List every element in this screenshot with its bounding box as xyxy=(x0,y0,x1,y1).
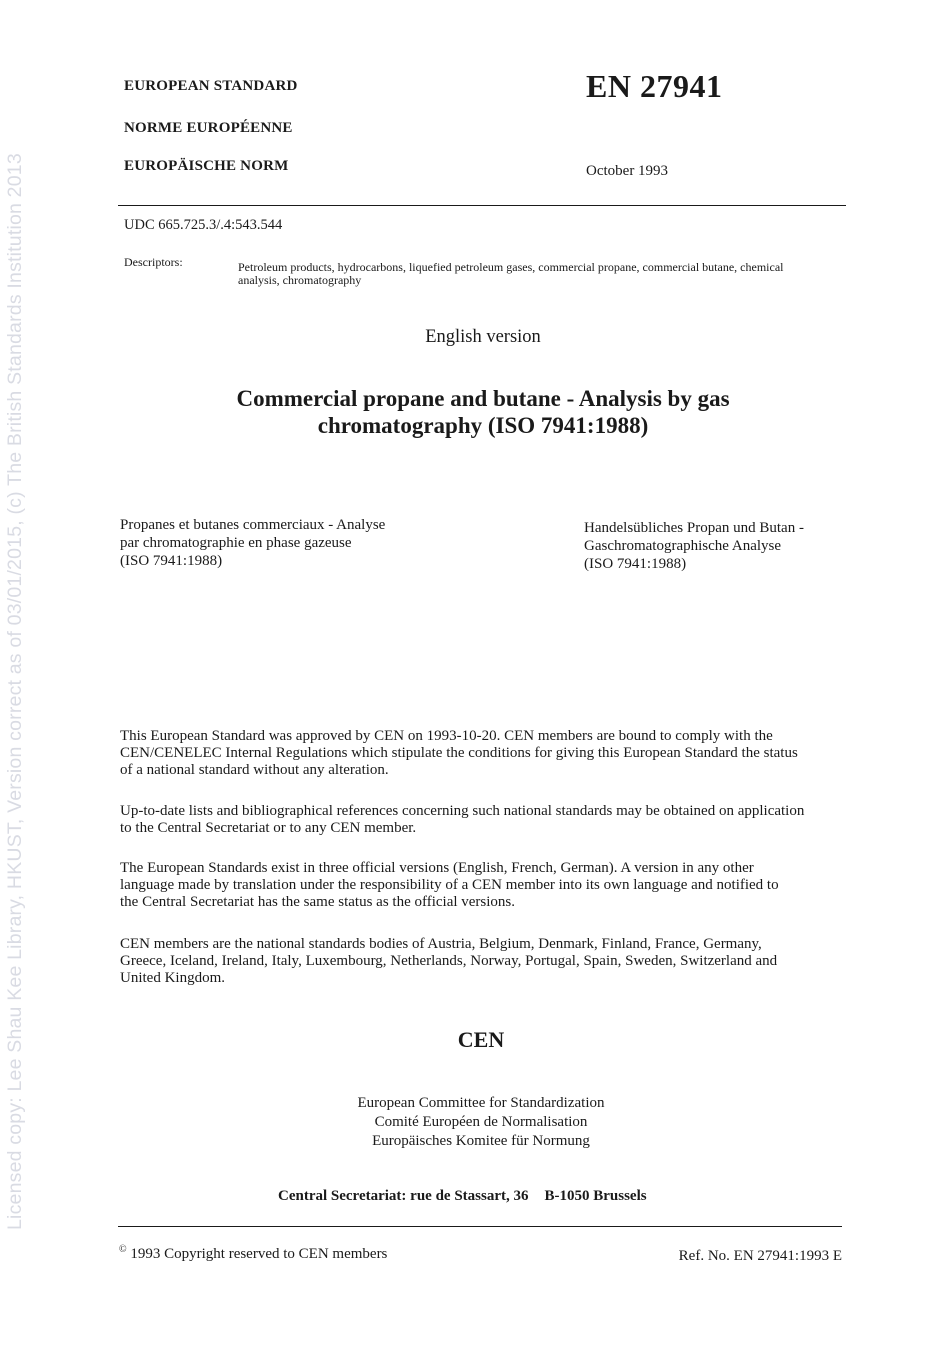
paragraph-line: The European Standards exist in three official versions (English, French, German). A version in any other xyxy=(120,860,754,876)
references-paragraph xyxy=(120,803,844,837)
label-europaische-norm: EUROPÄISCHE NORM xyxy=(124,158,289,174)
copyright-symbol: © xyxy=(119,1244,127,1255)
paragraph-line: to the Central Secretariat or to any CEN member. xyxy=(120,820,417,836)
footer-rule xyxy=(118,1226,842,1227)
paragraph-line: the Central Secretariat has the same status as the official versions. xyxy=(120,894,516,910)
cen-full-names xyxy=(0,1094,950,1151)
central-secretariat xyxy=(278,1188,647,1205)
versions-paragraph xyxy=(120,860,844,911)
copyright-text: 1993 Copyright reserved to CEN members xyxy=(130,1246,388,1262)
cen-name-line: European Committee for Standardization xyxy=(357,1095,605,1111)
title-german-line: Gaschromatographische Analyse xyxy=(584,538,782,554)
approval-paragraph xyxy=(120,728,844,779)
descriptors-text xyxy=(238,261,848,287)
copyright-notice xyxy=(119,1244,387,1263)
title-german-line: (ISO 7941:1988) xyxy=(584,556,687,572)
cen-name-line: Comité Européen de Normalisation xyxy=(374,1114,588,1130)
paragraph-line: CEN/CENELEC Internal Regulations which stipulate the conditions for giving this European Standard the status xyxy=(120,745,798,761)
paragraph-line: CEN members are the national standards bodies of Austria, Belgium, Denmark, Finland, France, Germany, xyxy=(120,936,762,952)
title-line: chromatography (ISO 7941:1988) xyxy=(317,413,649,438)
descriptors-line: analysis, chromatography xyxy=(238,273,362,287)
paragraph-line: of a national standard without any alteration. xyxy=(120,762,389,778)
paragraph-line: Up-to-date lists and bibliographical references concerning such national standards may be obtained on application xyxy=(120,803,805,819)
title-line: Commercial propane and butane - Analysis by gas xyxy=(236,386,730,411)
title-french-line: par chromatographie en phase gazeuse xyxy=(120,535,352,551)
members-paragraph xyxy=(120,936,844,987)
license-watermark: Licensed copy: Lee Shau Kee Library, HKUST, Version correct as of 03/01/2015, (c) The British Standards Institution 2013 xyxy=(4,153,26,1230)
udc-code: UDC 665.725.3/.4:543.544 xyxy=(124,217,283,233)
paragraph-line: language made by translation under the responsibility of a CEN member into its own language and notified to xyxy=(120,877,779,893)
title-french-line: (ISO 7941:1988) xyxy=(120,553,223,569)
descriptors-line: Petroleum products, hydrocarbons, liquefied petroleum gases, commercial propane, commercial butane, chemical xyxy=(238,260,784,274)
cen-name-line: Europäisches Komitee für Normung xyxy=(372,1133,590,1149)
document-title xyxy=(0,385,950,439)
reference-number: Ref. No. EN 27941:1993 E xyxy=(678,1248,842,1264)
publication-date: October 1993 xyxy=(586,163,669,179)
title-french xyxy=(120,516,385,570)
title-german-line: Handelsübliches Propan und Butan - xyxy=(584,520,804,536)
paragraph-line: Greece, Iceland, Ireland, Italy, Luxembourg, Netherlands, Norway, Portugal, Spain, Sweden, Switzerland and xyxy=(120,953,778,969)
title-german xyxy=(584,519,804,573)
version-label: English version xyxy=(425,327,541,347)
title-french-line: Propanes et butanes commerciaux - Analyse xyxy=(120,517,386,533)
descriptors-label: Descriptors: xyxy=(124,255,183,269)
header-rule xyxy=(118,205,846,206)
cen-name: CEN xyxy=(457,1027,505,1052)
label-european-standard: EUROPEAN STANDARD xyxy=(124,78,298,94)
secretariat-address: Central Secretariat: rue de Stassart, 36 xyxy=(278,1188,529,1204)
secretariat-city: B-1050 Brussels xyxy=(544,1188,647,1204)
standard-number: EN 27941 xyxy=(586,68,723,104)
label-norme-europeenne: NORME EUROPÉENNE xyxy=(124,120,293,136)
paragraph-line: United Kingdom. xyxy=(120,970,225,986)
paragraph-line: This European Standard was approved by CEN on 1993-10-20. CEN members are bound to comply with the xyxy=(120,728,773,744)
